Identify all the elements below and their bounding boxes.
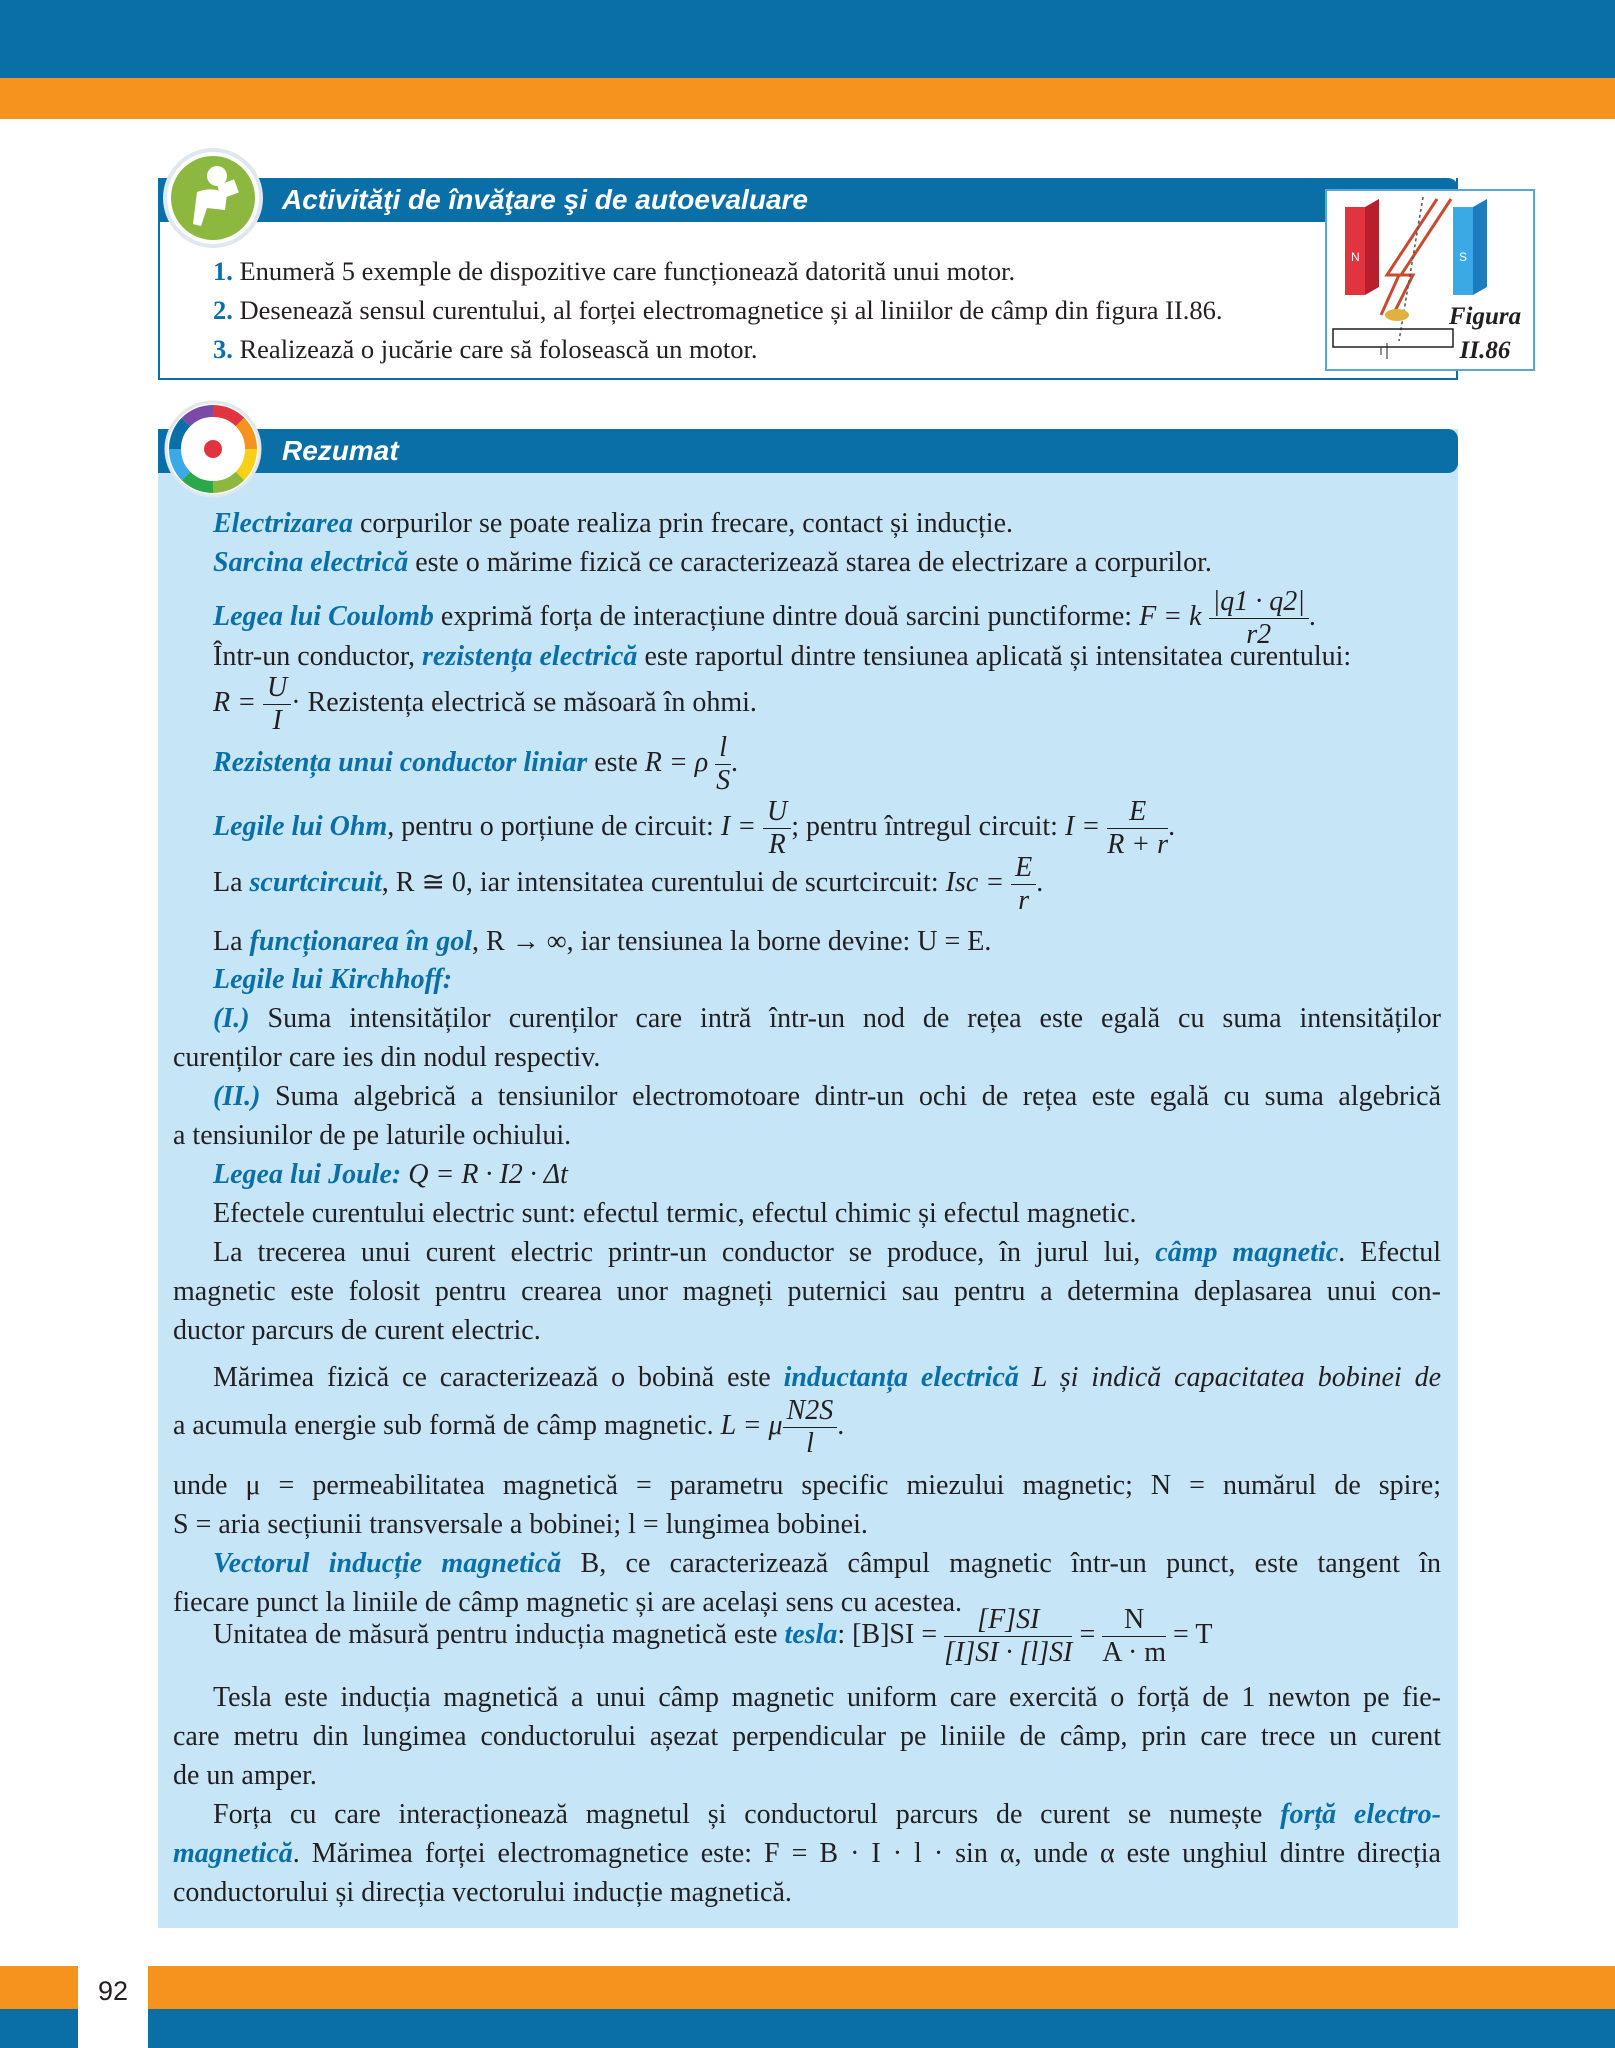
activity-title: Activităţi de învăţare şi de autoevaluare [282, 184, 808, 215]
summary-line: Vectorul inducție magnetică B, ce caracterizează câmpul magnetic într-un punct, este tangent în [213, 1548, 1441, 1579]
summary-line: Forța cu care interacționează magnetul și conductorul parcurs de curent se numește forță electro- [213, 1799, 1441, 1830]
list-item: 3. Realizează o jucărie care să folosească un motor. [213, 334, 758, 364]
bottom-blue-bar [0, 2009, 1615, 2048]
summary-line: (I.) Suma intensităților curenților care intră într-un nod de rețea este egală cu suma intensităților [213, 1003, 1441, 1034]
summary-line: S = aria secțiunii transversale a bobinei; l = lungimea bobinei. [173, 1509, 868, 1540]
summary-line: magnetică. Mărimea forței electromagnetice este: F = B · I · l · sin α, unde α este unghiul dintre direcția [173, 1838, 1441, 1869]
summary-line: de un amper. [173, 1760, 317, 1791]
summary-line: R = $\frac{U}{I}$ · Rezistența electrică se măsoară în ohmi. [213, 672, 757, 736]
top-orange-bar [0, 78, 1615, 119]
figure-caption: Figura II.86 [1448, 303, 1522, 364]
color-wheel-icon [163, 399, 263, 499]
summary-line: magnetic este folosit pentru crearea unor magneți puternici sau pentru a determina deplasarea unui con- [173, 1276, 1441, 1307]
page-number: 92 [97, 1976, 129, 2006]
summary-line: La trecerea unui curent electric printr-un conductor se produce, în jurul lui, câmp magnetic. Efectul [213, 1237, 1441, 1268]
summary-line: Tesla este inducția magnetică a unui câmp magnetic uniform care exercită o forță de 1 newton pe fie- [213, 1682, 1441, 1713]
summary-line: Mărimea fizică ce caracterizează o bobină este inductanța electrică L și indică capacitatea bobinei de [213, 1362, 1442, 1393]
summary-line: a tensiunilor de pe laturile ochiului. [173, 1120, 572, 1151]
summary-line: Legea lui Joule: Q = R · I2 · Δt [213, 1159, 568, 1190]
summary-line: Electrizarea corpurilor se poate realiza prin frecare, contact și inducție. [213, 508, 1014, 539]
summary-line: fiecare punct la liniile de câmp magnetic și are același sens cu acestea. [173, 1587, 963, 1618]
summary-line: Într-un conductor, rezistența electrică este raportul dintre tensiunea aplicată și intensitatea curentului: [213, 641, 1352, 672]
summary-line: Unitatea de măsură pentru inducția magnetică este tesla: [B]SI = $\frac{[F]SI}{[I]SI \cdot [l]SI}$ = $\frac{N}{A \cdot m}$ = T [213, 1604, 1213, 1668]
summary-line: unde μ = permeabilitatea magnetică = parametru specific miezului magnetic; N = numărul de spire; [173, 1470, 1441, 1501]
svg-text:S: S [1459, 250, 1468, 264]
bottom-orange-bar [0, 1966, 1615, 2009]
summary-line: Legile lui Kirchhoff: [213, 964, 453, 995]
summary-title: Rezumat [282, 435, 399, 466]
reading-person-icon [163, 148, 263, 248]
activity-list [213, 252, 1223, 369]
summary-line: conductorului și direcția vectorului inducție magnetică. [173, 1877, 792, 1908]
svg-text:N: N [1351, 250, 1360, 264]
summary-line: curenților care ies din nodul respectiv. [173, 1042, 601, 1073]
summary-line: Legile lui Ohm, pentru o porțiune de circuit: I = $\frac{U}{R}$ ; pentru întregul circuit: I = $\frac{E}{R + r}$ . [213, 796, 1176, 860]
summary-line: Rezistența unui conductor liniar este R = ρ $\frac{l}{S}$ . [213, 732, 738, 796]
list-item: 2. Desenează sensul curentului, al forței electromagnetice și al liniilor de câmp din figura II.86. [213, 295, 1223, 325]
summary-line: Sarcina electrică este o mărime fizică ce caracterizează starea de electrizare a corpurilor. [213, 547, 1212, 578]
summary-line: La scurtcircuit, R ≅ 0, iar intensitatea curentului de scurtcircuit: Isc = $\frac{E}{r}$ . [213, 852, 1044, 916]
summary-line: ductor parcurs de curent electric. [173, 1315, 541, 1346]
list-item: 1. Enumeră 5 exemple de dispozitive care funcționează datorită unui motor. [213, 256, 1016, 286]
summary-line: care metru din lungimea conductorului așezat perpendicular pe liniile de câmp, prin care trece un curent [173, 1721, 1441, 1752]
summary-line: La funcționarea în gol, R → ∞, iar tensiunea la borne devine: U = E. [213, 926, 992, 957]
summary-line: Efectele curentului electric sunt: efectul termic, efectul chimic și efectul magnetic. [213, 1198, 1137, 1229]
summary-line: Legea lui Coulomb exprimă forța de interacțiune dintre două sarcini punctiforme: F = k $\frac{|q1 \cdot q2|}{r2}$ . [213, 586, 1316, 650]
top-blue-bar [0, 0, 1615, 78]
summary-line: a acumula energie sub formă de câmp magnetic. L = μ $\frac{N2S}{l}$ . [173, 1395, 845, 1459]
summary-line: (II.) Suma algebrică a tensiunilor electromotoare dintr-un ochi de rețea este egală cu suma algebrică [213, 1081, 1441, 1112]
